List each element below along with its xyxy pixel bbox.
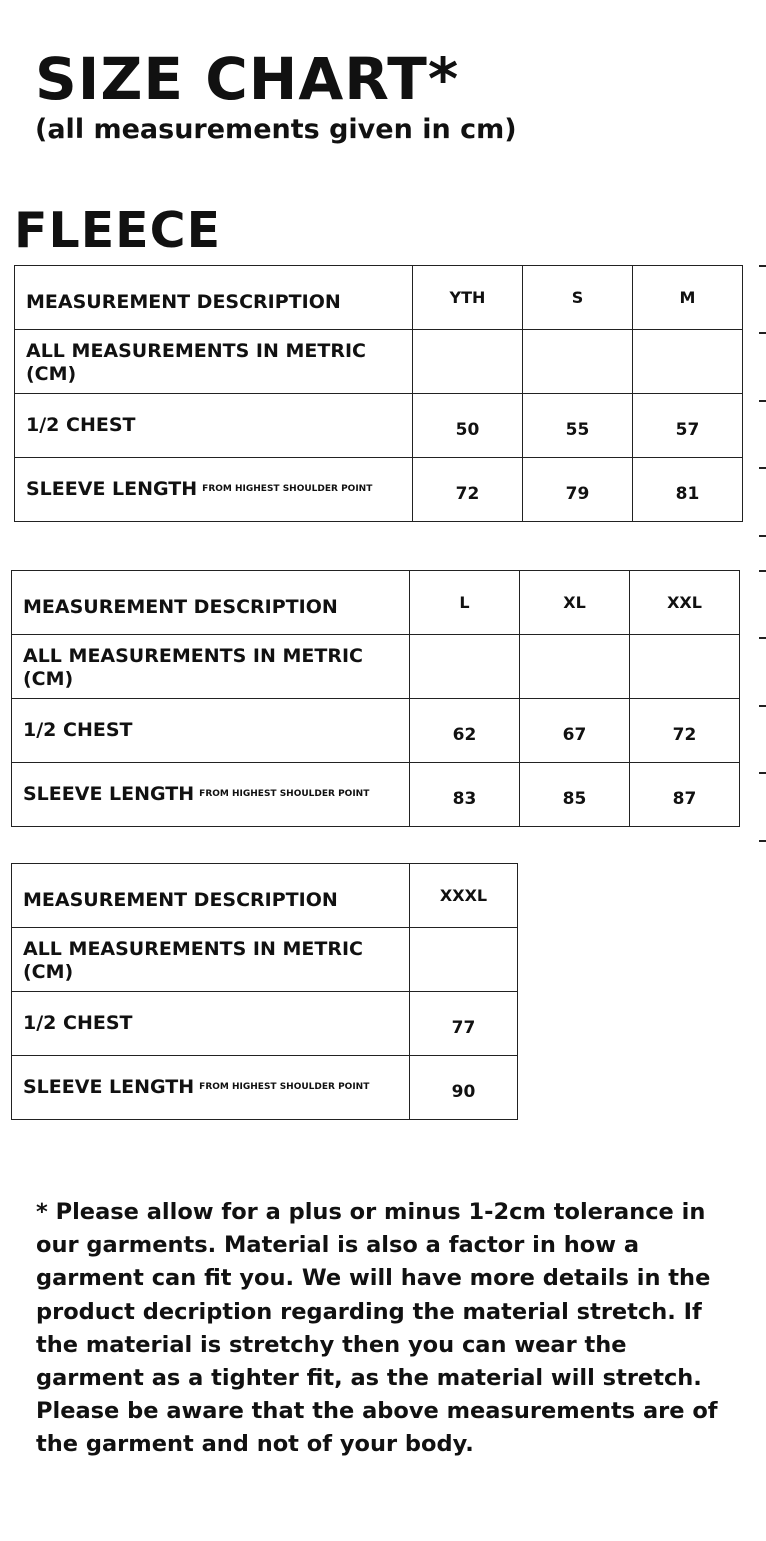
- chest-value: 67: [520, 699, 630, 763]
- sleeve-value: 81: [633, 458, 743, 522]
- edge-dash: [759, 840, 766, 842]
- edge-dash: [759, 535, 766, 537]
- empty-cell: [410, 635, 520, 699]
- sleeve-label: SLEEVE LENGTH: [26, 478, 198, 500]
- empty-cell: [520, 635, 630, 699]
- size-header: YTH: [413, 266, 523, 330]
- sleeve-label-cell: [12, 1056, 410, 1120]
- tolerance-footnote: * Please allow for a plus or minus 1-2cm tolerance in our garments. Material is also a factor in how a garment can fit you. We will have more details in the product decription regarding the material stretch. If the material is stretchy then you can wear the garment as a tighter fit, as the material will stretch. Please be aware that the above measurements are of the garment and not of your body.: [36, 1199, 718, 1458]
- empty-cell: [630, 635, 740, 699]
- table-row: [12, 763, 740, 827]
- table-row: [12, 992, 518, 1056]
- section-title: FLEECE: [14, 202, 222, 259]
- size-header: XXL: [630, 571, 740, 635]
- empty-cell: [523, 330, 633, 394]
- chest-value: 57: [633, 394, 743, 458]
- empty-cell: [413, 330, 523, 394]
- sleeve-label-cell: [12, 763, 410, 827]
- table-row: [15, 458, 743, 522]
- edge-dash: [759, 265, 766, 267]
- edge-dash: [759, 772, 766, 774]
- chest-value: 62: [410, 699, 520, 763]
- page-subtitle: (all measurements given in cm): [35, 114, 517, 145]
- page-title: SIZE CHART*: [35, 45, 460, 113]
- sleeve-label-cell: [15, 458, 413, 522]
- sleeve-note: FROM HIGHEST SHOULDER POINT: [199, 789, 370, 799]
- sleeve-value: 72: [413, 458, 523, 522]
- table-row: [12, 699, 740, 763]
- edge-dash: [759, 400, 766, 402]
- size-table-3: [11, 863, 518, 1120]
- empty-cell: [410, 928, 518, 992]
- table-row: [15, 394, 743, 458]
- sleeve-note: FROM HIGHEST SHOULDER POINT: [199, 1082, 370, 1092]
- description-header: MEASUREMENT DESCRIPTION: [15, 266, 413, 330]
- table-row: [12, 864, 518, 928]
- chest-label: 1/2 CHEST: [15, 394, 413, 458]
- description-header: MEASUREMENT DESCRIPTION: [12, 864, 410, 928]
- size-header: L: [410, 571, 520, 635]
- edge-dash: [759, 332, 766, 334]
- sleeve-value: 79: [523, 458, 633, 522]
- chest-value: 72: [630, 699, 740, 763]
- edge-dash: [759, 570, 766, 572]
- size-header: XL: [520, 571, 630, 635]
- table-row: [12, 928, 518, 992]
- chest-value: 50: [413, 394, 523, 458]
- edge-dash: [759, 705, 766, 707]
- chest-label: 1/2 CHEST: [12, 699, 410, 763]
- sleeve-value: 87: [630, 763, 740, 827]
- sleeve-value: 83: [410, 763, 520, 827]
- sleeve-value: 85: [520, 763, 630, 827]
- size-header: M: [633, 266, 743, 330]
- size-table-1: [14, 265, 743, 522]
- sleeve-label: SLEEVE LENGTH: [23, 783, 195, 805]
- table-row: [12, 571, 740, 635]
- empty-cell: [633, 330, 743, 394]
- metric-label: ALL MEASUREMENTS IN METRIC (CM): [15, 330, 413, 394]
- sleeve-value: 90: [410, 1056, 518, 1120]
- sleeve-label: SLEEVE LENGTH: [23, 1076, 195, 1098]
- edge-dash: [759, 467, 766, 469]
- table-row: [12, 635, 740, 699]
- table-row: [15, 330, 743, 394]
- table-row: [15, 266, 743, 330]
- size-table-2: [11, 570, 740, 827]
- sleeve-note: FROM HIGHEST SHOULDER POINT: [202, 484, 373, 494]
- description-header: MEASUREMENT DESCRIPTION: [12, 571, 410, 635]
- metric-label: ALL MEASUREMENTS IN METRIC (CM): [12, 635, 410, 699]
- size-header: S: [523, 266, 633, 330]
- size-header: XXXL: [410, 864, 518, 928]
- chest-value: 77: [410, 992, 518, 1056]
- chest-label: 1/2 CHEST: [12, 992, 410, 1056]
- metric-label: ALL MEASUREMENTS IN METRIC (CM): [12, 928, 410, 992]
- table-row: [12, 1056, 518, 1120]
- chest-value: 55: [523, 394, 633, 458]
- edge-dash: [759, 637, 766, 639]
